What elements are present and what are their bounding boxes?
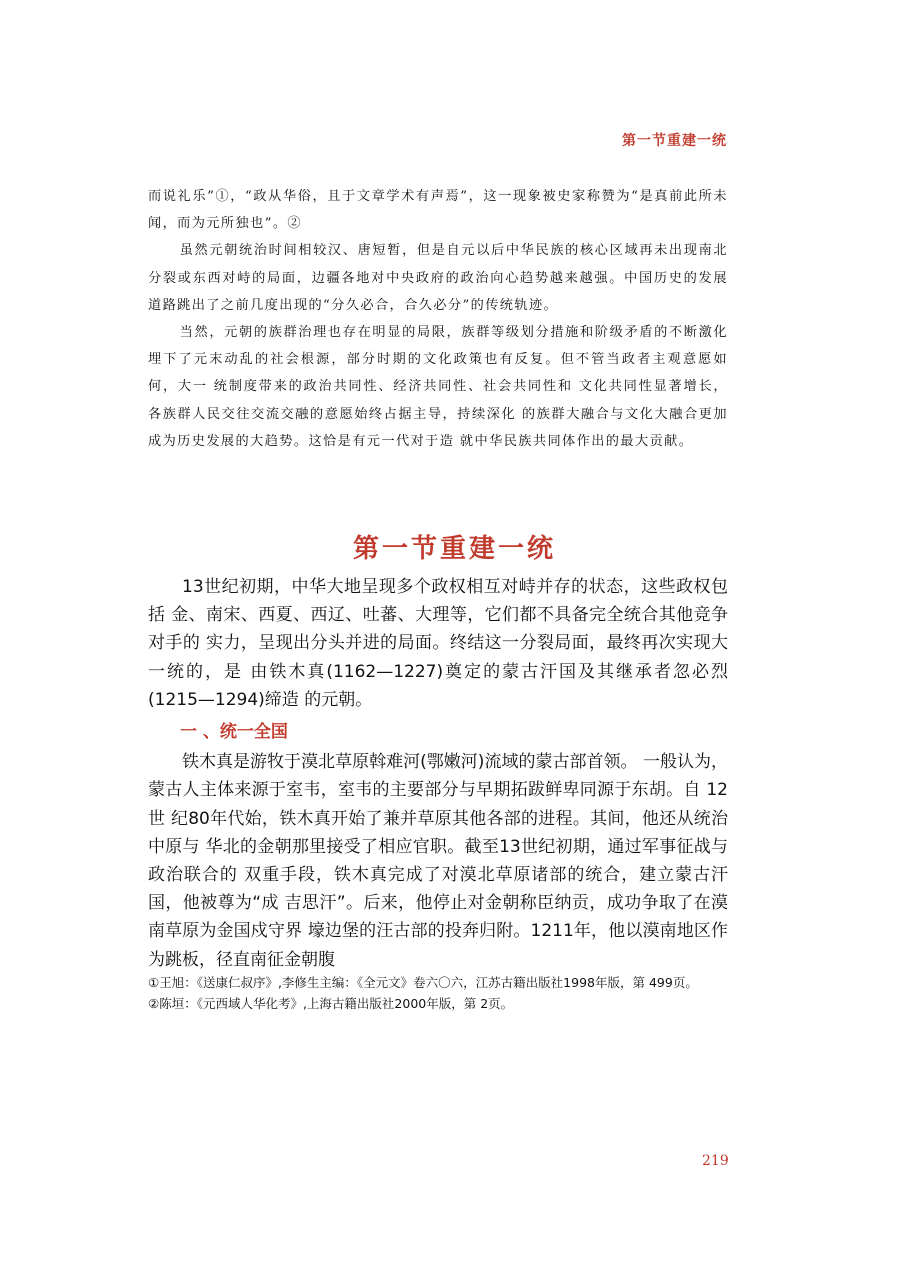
running-header: 第一节重建一统: [622, 133, 727, 149]
footnotes: [148, 972, 728, 1014]
section-paragraph: 铁木真是游牧于漠北草原斡难河(鄂嫩河)流域的蒙古部首领。 一般认为，蒙古人主体来源于室韦，室韦的主要部分与早期拓跋鲜卑同源于东胡。自 12 世 纪80年代始，铁木真开始了兼并草原其他各部的进程。其间，他还从统治中原与 华北的金朝那里接受了相应官职。截至13世纪初期，通过军事征战与政治联合的 双重手段，铁木真完成了对漠北草原诸部的统合，建立蒙古汗国，他被尊为“成 吉思汗”。后来，他停止对金朝称臣纳贡，成功争取了在漠南草原为金国戍守界 壕边堡的汪古部的投奔归附。1211年，他以漠南地区作为跳板，径直南征金朝腹: [148, 752, 728, 970]
paragraph-1: 而说礼乐”①，“政从华俗，且于文章学术有声焉”，这一现象被史家称赞为“是真前此所未闻，而为元所独也”。②: [148, 189, 728, 232]
section-intro: 13世纪初期，中华大地呈现多个政权相互对峙并存的状态，这些政权包括 金、南宋、西夏、西辽、吐蕃、大理等，它们都不具备完全统合其他竞争对手的 实力，呈现出分头并进的局面。终结这一分裂局面，最终再次实现大一统的，是 由铁木真(1162—1227)奠定的蒙古汗国及其继承者忽必烈(1215—1294)缔造 的元朝。: [148, 577, 728, 710]
footnote-2: ②陈垣：《元西域人华化考》,上海古籍出版社2000年版，第 2页。: [148, 996, 514, 1011]
paragraph-2: 虽然元朝统治时间相较汉、唐短暂，但是自元以后中华民族的核心区域再未出现南北分裂或东西对峙的局面，边疆各地对中央政府的政治向心趋势越来越强。中国历史的发展道路跳出了之前几度出现的“分久必合，合久必分”的传统轨迹。: [148, 243, 728, 313]
section-body: [148, 573, 728, 974]
page-number: 219: [702, 1153, 729, 1169]
section-title: 第一节重建一统: [352, 534, 556, 564]
top-text-block: [148, 183, 728, 455]
subheading: 一 、统一全国: [180, 722, 288, 743]
footnote-1: ①王旭：《送康仁叔序》,李修生主编：《全元文》卷六〇六，江苏古籍出版社1998年版，第 499页。: [148, 975, 698, 990]
paragraph-3: 当然，元朝的族群治理也存在明显的局限，族群等级划分措施和阶级矛盾的不断激化埋下了元末动乱的社会根源，部分时期的文化政策也有反复。但不管当政者主观意愿如何，大一 统制度带来的政治共同性、经济共同性、社会共同性和 文化共同性显著增长，各族群人民交往交流交融的意愿始终占据主导，持续深化 的族群大融合与文化大融合更加成为历史发展的大趋势。这恰是有元一代对于造 就中华民族共同体作出的最大贡献。: [148, 325, 728, 449]
